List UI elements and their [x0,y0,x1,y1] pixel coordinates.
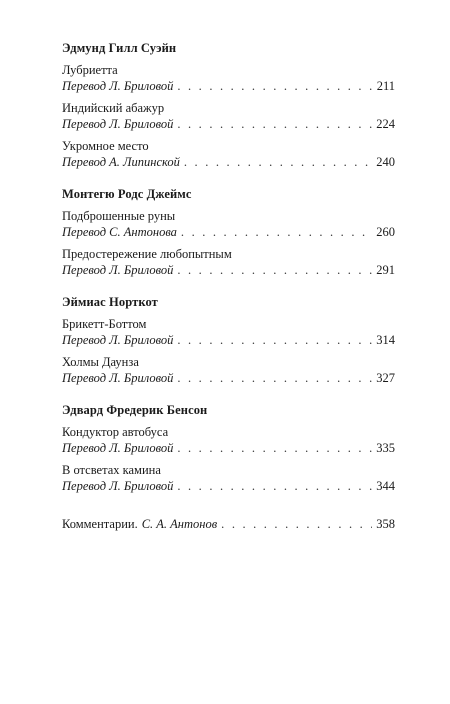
page-number: 240 [376,155,395,169]
toc-section [62,402,395,494]
comments-author: С. А. Антонов [141,517,218,531]
author-name: Эдвард Фредерик Бенсон [62,403,208,417]
entry-line [62,478,395,494]
page-number: 344 [376,479,395,493]
translator-credit: Перевод Л. Бриловой [62,479,174,493]
page-number: 314 [376,333,395,347]
dot-leader [177,332,372,348]
work-title: Кондуктор автобуса [62,425,169,439]
translator-credit: Перевод Л. Бриловой [62,371,174,385]
toc-section [62,186,395,278]
translator-credit: Перевод С. Антонова [62,225,177,239]
dot-leader [184,154,372,170]
dot-leader [221,516,372,532]
dot-leader [177,78,372,94]
translator-credit: Перевод Л. Бриловой [62,441,174,455]
entry-line [62,440,395,456]
work-title: Предостережение любопытным [62,247,232,261]
translator-credit: Перевод А. Липинской [62,155,180,169]
entry-line [62,116,395,132]
toc-entry [62,354,395,386]
toc-entry [62,316,395,348]
translator-credit: Перевод Л. Бриловой [62,333,174,347]
work-title: В отсветах камина [62,463,161,477]
page-number: 211 [376,79,395,93]
work-title: Лубриетта [62,63,118,77]
page-number: 224 [376,117,395,131]
entry-line [62,370,395,386]
comments-entry [62,516,395,532]
toc-entry [62,462,395,494]
translator-credit: Перевод Л. Бриловой [62,117,174,131]
toc-entry [62,138,395,170]
work-title: Холмы Даунза [62,355,139,369]
dot-leader [177,262,372,278]
page-number: 358 [376,517,395,531]
work-title: Индийский абажур [62,101,165,115]
toc-entry [62,246,395,278]
work-title: Подброшенные руны [62,209,176,223]
page-number: 335 [376,441,395,455]
author-name: Эймиас Норткот [62,295,158,309]
translator-credit: Перевод Л. Бриловой [62,79,174,93]
dot-leader [177,116,372,132]
toc-entry [62,100,395,132]
entry-line [62,332,395,348]
dot-leader [177,478,372,494]
entry-line [62,78,395,94]
work-title: Укромное место [62,139,149,153]
page-number: 291 [376,263,395,277]
toc-entry [62,62,395,94]
toc-entry [62,424,395,456]
entry-line [62,154,395,170]
dot-leader [177,440,372,456]
entry-line [62,262,395,278]
page-number: 260 [376,225,395,239]
toc-section [62,294,395,386]
entry-line [62,224,395,240]
dot-leader [177,370,372,386]
work-title: Брикетт-Боттом [62,317,147,331]
translator-credit: Перевод Л. Бриловой [62,263,174,277]
table-of-contents [62,40,395,532]
dot-leader [181,224,372,240]
author-name: Эдмунд Гилл Суэйн [62,41,177,55]
comments-label: Комментарии. [62,517,138,531]
toc-entry [62,208,395,240]
page-number: 327 [376,371,395,385]
toc-section [62,40,395,170]
author-name: Монтегю Родс Джеймс [62,187,192,201]
